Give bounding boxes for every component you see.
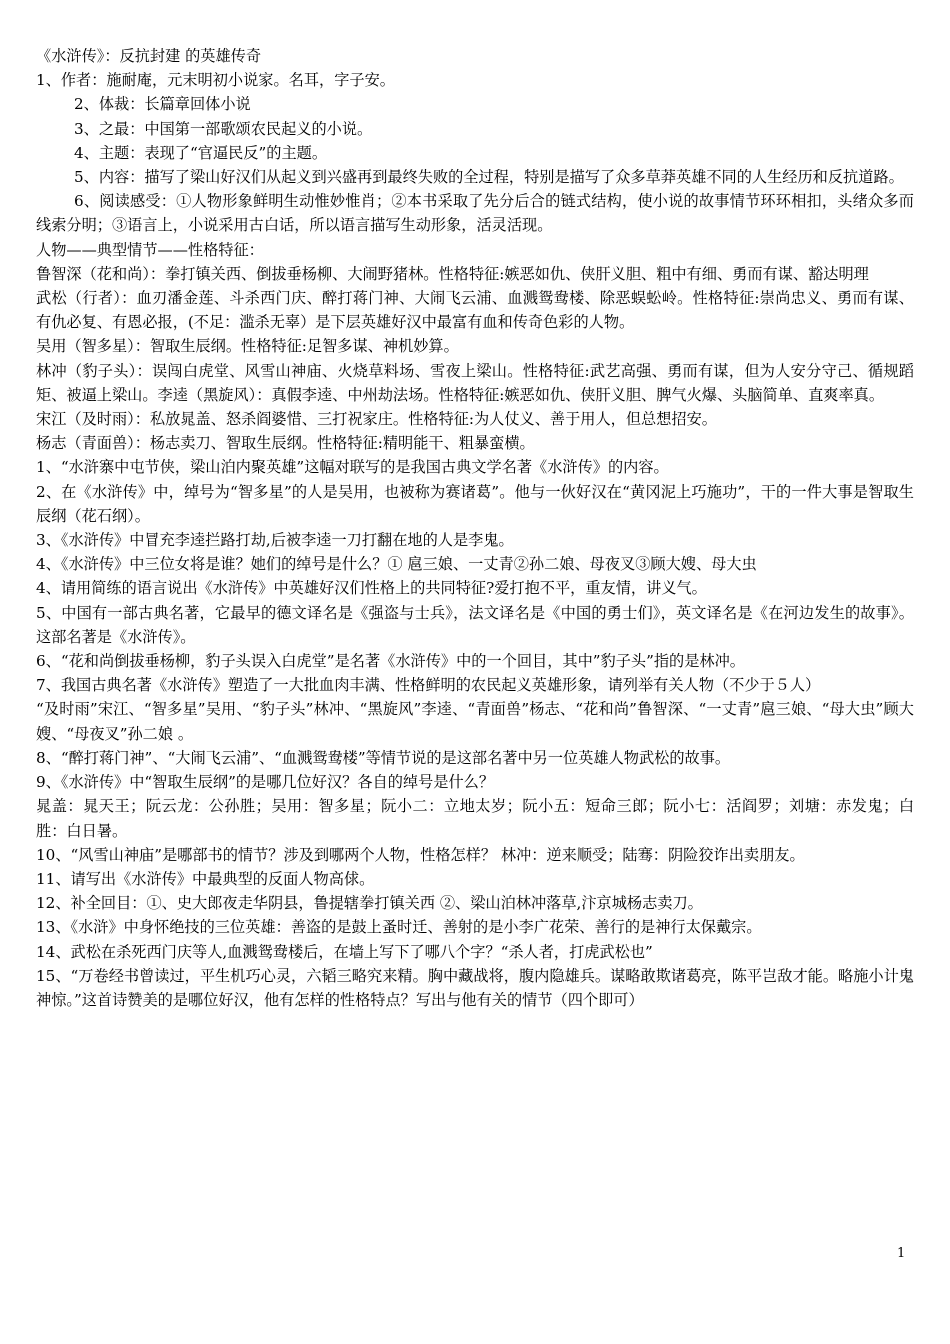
question-paragraph: 3、《水浒传》中冒充李逵拦路打劫,后被李逵一刀打翻在地的人是李鬼。 bbox=[36, 531, 514, 550]
character-paragraph: 吴用（智多星）：智取生辰纲。性格特征:足智多谋、神机妙算。 bbox=[36, 337, 459, 356]
character-paragraph: 林冲（豹子头）：误闯白虎堂、风雪山神庙、火烧草料场、雪夜上梁山。性格特征:武艺高强、勇而有谋，但为人安分守己、循规蹈矩、被逼上梁山。李逵（黑旋风）：真假李逵、中州劫法场。性格特征:嫉恶如仇、侠肝义胆、脾气火爆、头脑简单、直爽率真。 bbox=[36, 361, 914, 404]
author-line: 1、作者：施耐庵，元末明初小说家。名耳，字子安。 bbox=[36, 71, 395, 90]
answer-paragraph: 晁盖：晁天王；阮云龙：公孙胜；吴用：智多星；阮小二：立地太岁；阮小五：短命三郎；阮小七：活阎罗；刘塘：赤发鬼；白胜：白日暑。 bbox=[36, 797, 914, 840]
question-paragraph: 8、“醉打蒋门神”、“大闹飞云浦”、“血溅鸳鸯楼”等情节说的是这部名著中另一位英雄人物武松的故事。 bbox=[36, 748, 731, 767]
question-paragraph: 10、“风雪山神庙”是哪部书的情节？涉及到哪两个人物，性格怎样？ 林冲：逆来顺受；陆骞：阴险狡诈出卖朋友。 bbox=[36, 845, 805, 864]
section-heading: 人物——典型情节——性格特征： bbox=[36, 240, 264, 259]
question-paragraph: 4、请用简练的语言说出《水浒传》中英雄好汉们性格上的共同特征?爱打抱不平，重友情，讲义气。 bbox=[36, 579, 707, 598]
character-paragraph: 杨志（青面兽）：杨志卖刀、智取生辰纲。性格特征:精明能干、粗暴蛮横。 bbox=[36, 434, 535, 453]
question-paragraph: 13、《水浒》中身怀绝技的三位英雄：善盗的是鼓上蚤时迁、善射的是小李广花荣、善行的是神行太保戴宗。 bbox=[36, 918, 762, 937]
question-paragraph: 15、“万卷经书曾读过，平生机巧心灵，六韬三略究来精。胸中藏战将，腹内隐雄兵。谋略敢欺诸葛亮，陈平岂敌才能。略施小计鬼神惊。”这首诗赞美的是哪位好汉，他有怎样的性格特点？写出与他有关的情节（四个即可） bbox=[36, 966, 914, 1009]
question-paragraph: 5、中国有一部古典名著，它最早的德文译名是《强盗与士兵》，法文译名是《中国的勇士们》，英文译名是《在河边发生的故事》。这部名著是《水浒传》。 bbox=[36, 603, 914, 646]
content-paragraph: 5、内容：描写了梁山好汉们从起义到兴盛再到最终失败的全过程，特别是描写了众多草莽英雄不同的人生经历和反抗道路。 bbox=[74, 168, 904, 187]
question-paragraph: 12、补全回目：①、史大郎夜走华阴县，鲁提辖拳打镇关西 ②、梁山泊林冲落草,汴京城杨志卖刀。 bbox=[36, 894, 703, 913]
genre-line: 2、体裁：长篇章回体小说 bbox=[74, 95, 251, 114]
question-paragraph: 2、在《水浒传》中，绰号为“智多星”的人是吴用，也被称为赛诸葛”。他与一伙好汉在“黄冈泥上巧施功”，干的一件大事是智取生辰纲（花石纲）。 bbox=[36, 482, 914, 525]
document-body bbox=[36, 44, 914, 1012]
question-paragraph: 14、武松在杀死西门庆等人,血溅鸳鸯楼后，在墙上写下了哪八个字？“杀人者，打虎武松也” bbox=[36, 942, 653, 961]
question-paragraph: 7、我国古典名著《水浒传》塑造了一大批血肉丰满、性格鲜明的农民起义英雄形象，请列举有关人物（不少于５人） bbox=[36, 676, 821, 695]
character-paragraph: 宋江（及时雨）：私放晁盖、怒杀阎婆惜、三打祝家庄。性格特征:为人仗义、善于用人，但总想招安。 bbox=[36, 410, 717, 429]
answer-paragraph: “及时雨”宋江、“智多星”吴用、“豹子头”林冲、“黑旋风”李逵、“青面兽”杨志、“花和尚”鲁智深、“一丈青”扈三娘、“母大虫”顾大嫂、“母夜叉”孙二娘 。 bbox=[36, 700, 914, 743]
first-line: 3、之最：中国第一部歌颂农民起义的小说。 bbox=[74, 119, 373, 138]
character-paragraph: 鲁智深（花和尚）：拳打镇关西、倒拔垂杨柳、大闹野猪林。性格特征:嫉恶如仇、侠肝义胆、粗中有细、勇而有谋、豁达明理 bbox=[36, 264, 869, 283]
question-paragraph: 1、“水浒寨中屯节侠，梁山泊内聚英雄”这幅对联写的是我国古典文学名著《水浒传》的内容。 bbox=[36, 458, 669, 477]
reading-paragraph: 6、阅读感受：①人物形象鲜明生动惟妙惟肖；②本书采取了先分后合的链式结构，使小说的故事情节环环相扣，头绪众多而线索分明；③语言上，小说采用古白话，所以语言描写生动形象，活灵活现。 bbox=[36, 192, 914, 235]
question-paragraph: 11、请写出《水浒传》中最典型的反面人物高俅。 bbox=[36, 869, 375, 888]
doc-title: 《水浒传》：反抗封建 的英雄传奇 bbox=[36, 47, 262, 65]
theme-line: 4、主题：表现了“官逼民反”的主题。 bbox=[74, 143, 328, 162]
question-paragraph: 6、“花和尚倒拔垂杨柳，豹子头误入白虎堂”是名著《水浒传》中的一个回目，其中”豹子头”指的是林冲。 bbox=[36, 652, 745, 671]
question-paragraph: 4、《水浒传》中三位女将是谁？她们的绰号是什么？① 扈三娘、一丈青②孙二娘、母夜叉③顾大嫂、母大虫 bbox=[36, 555, 757, 574]
page-number: 1 bbox=[897, 1246, 906, 1261]
character-paragraph: 武松（行者）：血刃潘金莲、斗杀西门庆、醉打蒋门神、大闹飞云浦、血溅鸳鸯楼、除恶蜈蚣岭。性格特征:崇尚忠义、勇而有谋、有仇必复、有恩必报，(不足：滥杀无辜）是下层英雄好汉中最富有血和传奇色彩的人物。 bbox=[36, 289, 914, 332]
question-paragraph: 9、《水浒传》中“智取生辰纲”的是哪几位好汉？各自的绰号是什么？ bbox=[36, 773, 495, 792]
